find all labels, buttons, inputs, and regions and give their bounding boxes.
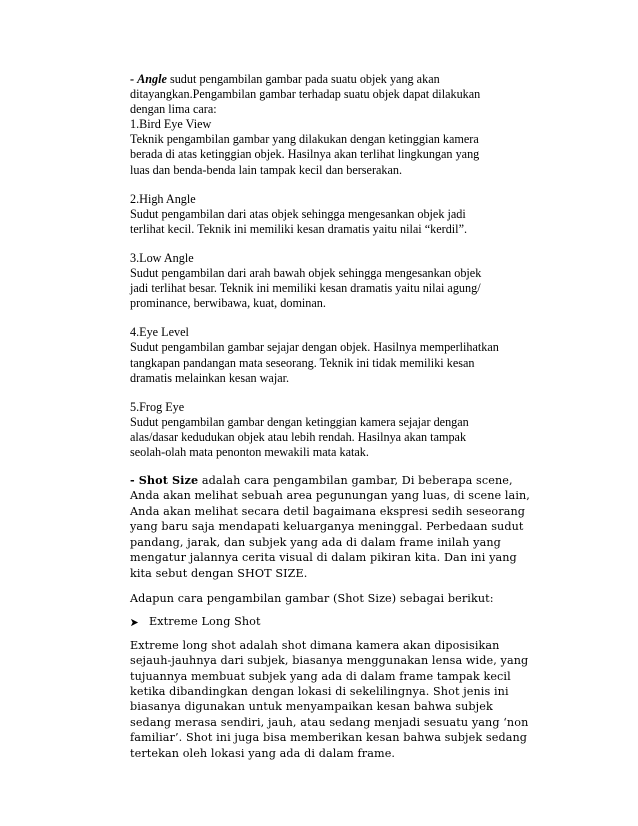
high-angle-title: 2.High Angle bbox=[130, 191, 196, 206]
eye-level-line: tangkapan pandangan mata seseorang. Teknik ini tidak memiliki kesan bbox=[130, 355, 475, 370]
extreme-long-shot-section bbox=[130, 638, 568, 761]
extreme-long-shot-line: tujuannya membuat subjek yang ada di dalam frame tampak kecil bbox=[130, 669, 511, 683]
bird-eye-line: berada di atas ketinggian objek. Hasilnya akan terlihat lingkungan yang bbox=[130, 147, 480, 162]
angle-heading-line bbox=[130, 72, 568, 87]
extreme-long-shot-line: Extreme long shot adalah shot dimana kamera akan diposisikan bbox=[130, 638, 500, 652]
high-angle-section bbox=[130, 192, 568, 237]
shot-size-intro: Adapun cara pengambilan gambar (Shot Size) sebagai berikut: bbox=[130, 591, 494, 605]
frog-eye-section bbox=[130, 400, 568, 460]
bird-eye-line: luas dan benda-benda lain tampak kecil dan berserakan. bbox=[130, 162, 403, 177]
frog-eye-line: seolah-olah mata penonton mewakili mata katak. bbox=[130, 444, 369, 459]
arrow-bullet-icon bbox=[130, 618, 139, 627]
extreme-long-shot-line: sedang merasa sendiri, jauh, atau sedang menjadi sesuatu yang ‘non bbox=[130, 715, 529, 729]
extreme-long-shot-line: familiar’. Shot ini juga bisa memberikan kesan bahwa subjek sedang bbox=[130, 731, 528, 745]
shot-size-heading-line bbox=[130, 473, 568, 488]
shot-size-dash: - bbox=[130, 473, 139, 488]
shot-size-term: Shot Size bbox=[138, 473, 199, 488]
bird-eye-section bbox=[130, 117, 568, 177]
extreme-long-shot-line: sejauh-jauhnya dari subjek, biasanya menggunakan lensa wide, yang bbox=[130, 654, 529, 668]
shot-size-line: pandang, jarak, dan subjek yang ada di dalam frame inilah yang bbox=[130, 535, 501, 549]
high-angle-line: Sudut pengambilan dari atas objek sehingga mengesankan objek jadi bbox=[130, 206, 466, 221]
extreme-long-shot-line: ketika dibandingkan dengan lokasi di sekelilingnya. Shot jenis ini bbox=[130, 684, 509, 698]
shot-size-line: kita sebut dengan SHOT SIZE. bbox=[130, 566, 308, 580]
bird-eye-title: 1.Bird Eye View bbox=[130, 117, 212, 132]
shot-size-line: Anda akan melihat sebuah area pegunungan yang luas, di scene lain, bbox=[130, 489, 530, 503]
low-angle-line: prominance, berwibawa, kuat, dominan. bbox=[130, 296, 326, 311]
shot-size-intro-block bbox=[130, 591, 568, 606]
low-angle-line: jadi terlihat besar. Teknik ini memiliki kesan dramatis yaitu nilai agung/ bbox=[130, 281, 481, 296]
extreme-long-shot-line: tertekan oleh lokasi yang ada di dalam frame. bbox=[130, 746, 396, 760]
frog-eye-line: Sudut pengambilan gambar dengan ketinggian kamera sejajar dengan bbox=[130, 414, 469, 429]
eye-level-section bbox=[130, 325, 568, 385]
low-angle-section bbox=[130, 251, 568, 311]
high-angle-line: terlihat kecil. Teknik ini memiliki kesan dramatis yaitu nilai “kerdil”. bbox=[130, 221, 468, 236]
angle-term: Angle bbox=[137, 72, 167, 86]
shot-size-section bbox=[130, 473, 568, 581]
extreme-long-shot-line: biasanya digunakan untuk menyampaikan kesan bahwa subjek bbox=[130, 700, 493, 714]
shot-size-line: yang baru saja mendapati keluarganya meninggal. Perbedaan sudut bbox=[130, 520, 524, 534]
bird-eye-line: Teknik pengambilan gambar yang dilakukan dengan ketinggian kamera bbox=[130, 132, 479, 147]
low-angle-line: Sudut pengambilan dari arah bawah objek sehingga mengesankan objek bbox=[130, 266, 482, 281]
bullet-extreme-long-shot bbox=[130, 614, 568, 629]
shot-size-line: Anda akan melihat secara detil bagaimana ekspresi sedih seseorang bbox=[130, 504, 526, 518]
shot-size-line: mengatur jalannya cerita visual di dalam pikiran kita. Dan ini yang bbox=[130, 551, 517, 565]
angle-dash: - bbox=[130, 72, 138, 86]
bullet-label: Extreme Long Shot bbox=[149, 615, 261, 629]
eye-level-title: 4.Eye Level bbox=[130, 325, 189, 340]
frog-eye-line: alas/dasar kedudukan objek atau lebih rendah. Hasilnya akan tampak bbox=[130, 429, 467, 444]
shot-size-line1-rest: adalah cara pengambilan gambar, Di beberapa scene, bbox=[198, 474, 513, 488]
eye-level-line: Sudut pengambilan gambar sejajar dengan objek. Hasilnya memperlihatkan bbox=[130, 340, 499, 355]
frog-eye-title: 5.Frog Eye bbox=[130, 399, 185, 414]
angle-section bbox=[130, 72, 568, 117]
low-angle-title: 3.Low Angle bbox=[130, 250, 194, 265]
eye-level-line: dramatis melainkan kesan wajar. bbox=[130, 370, 290, 385]
angle-line3: dengan lima cara: bbox=[130, 102, 217, 117]
angle-line1-rest: sudut pengambilan gambar pada suatu objek yang akan bbox=[166, 72, 440, 86]
document-page bbox=[130, 72, 568, 761]
angle-line2: ditayangkan.Pengambilan gambar terhadap suatu objek dapat dilakukan bbox=[130, 87, 481, 102]
